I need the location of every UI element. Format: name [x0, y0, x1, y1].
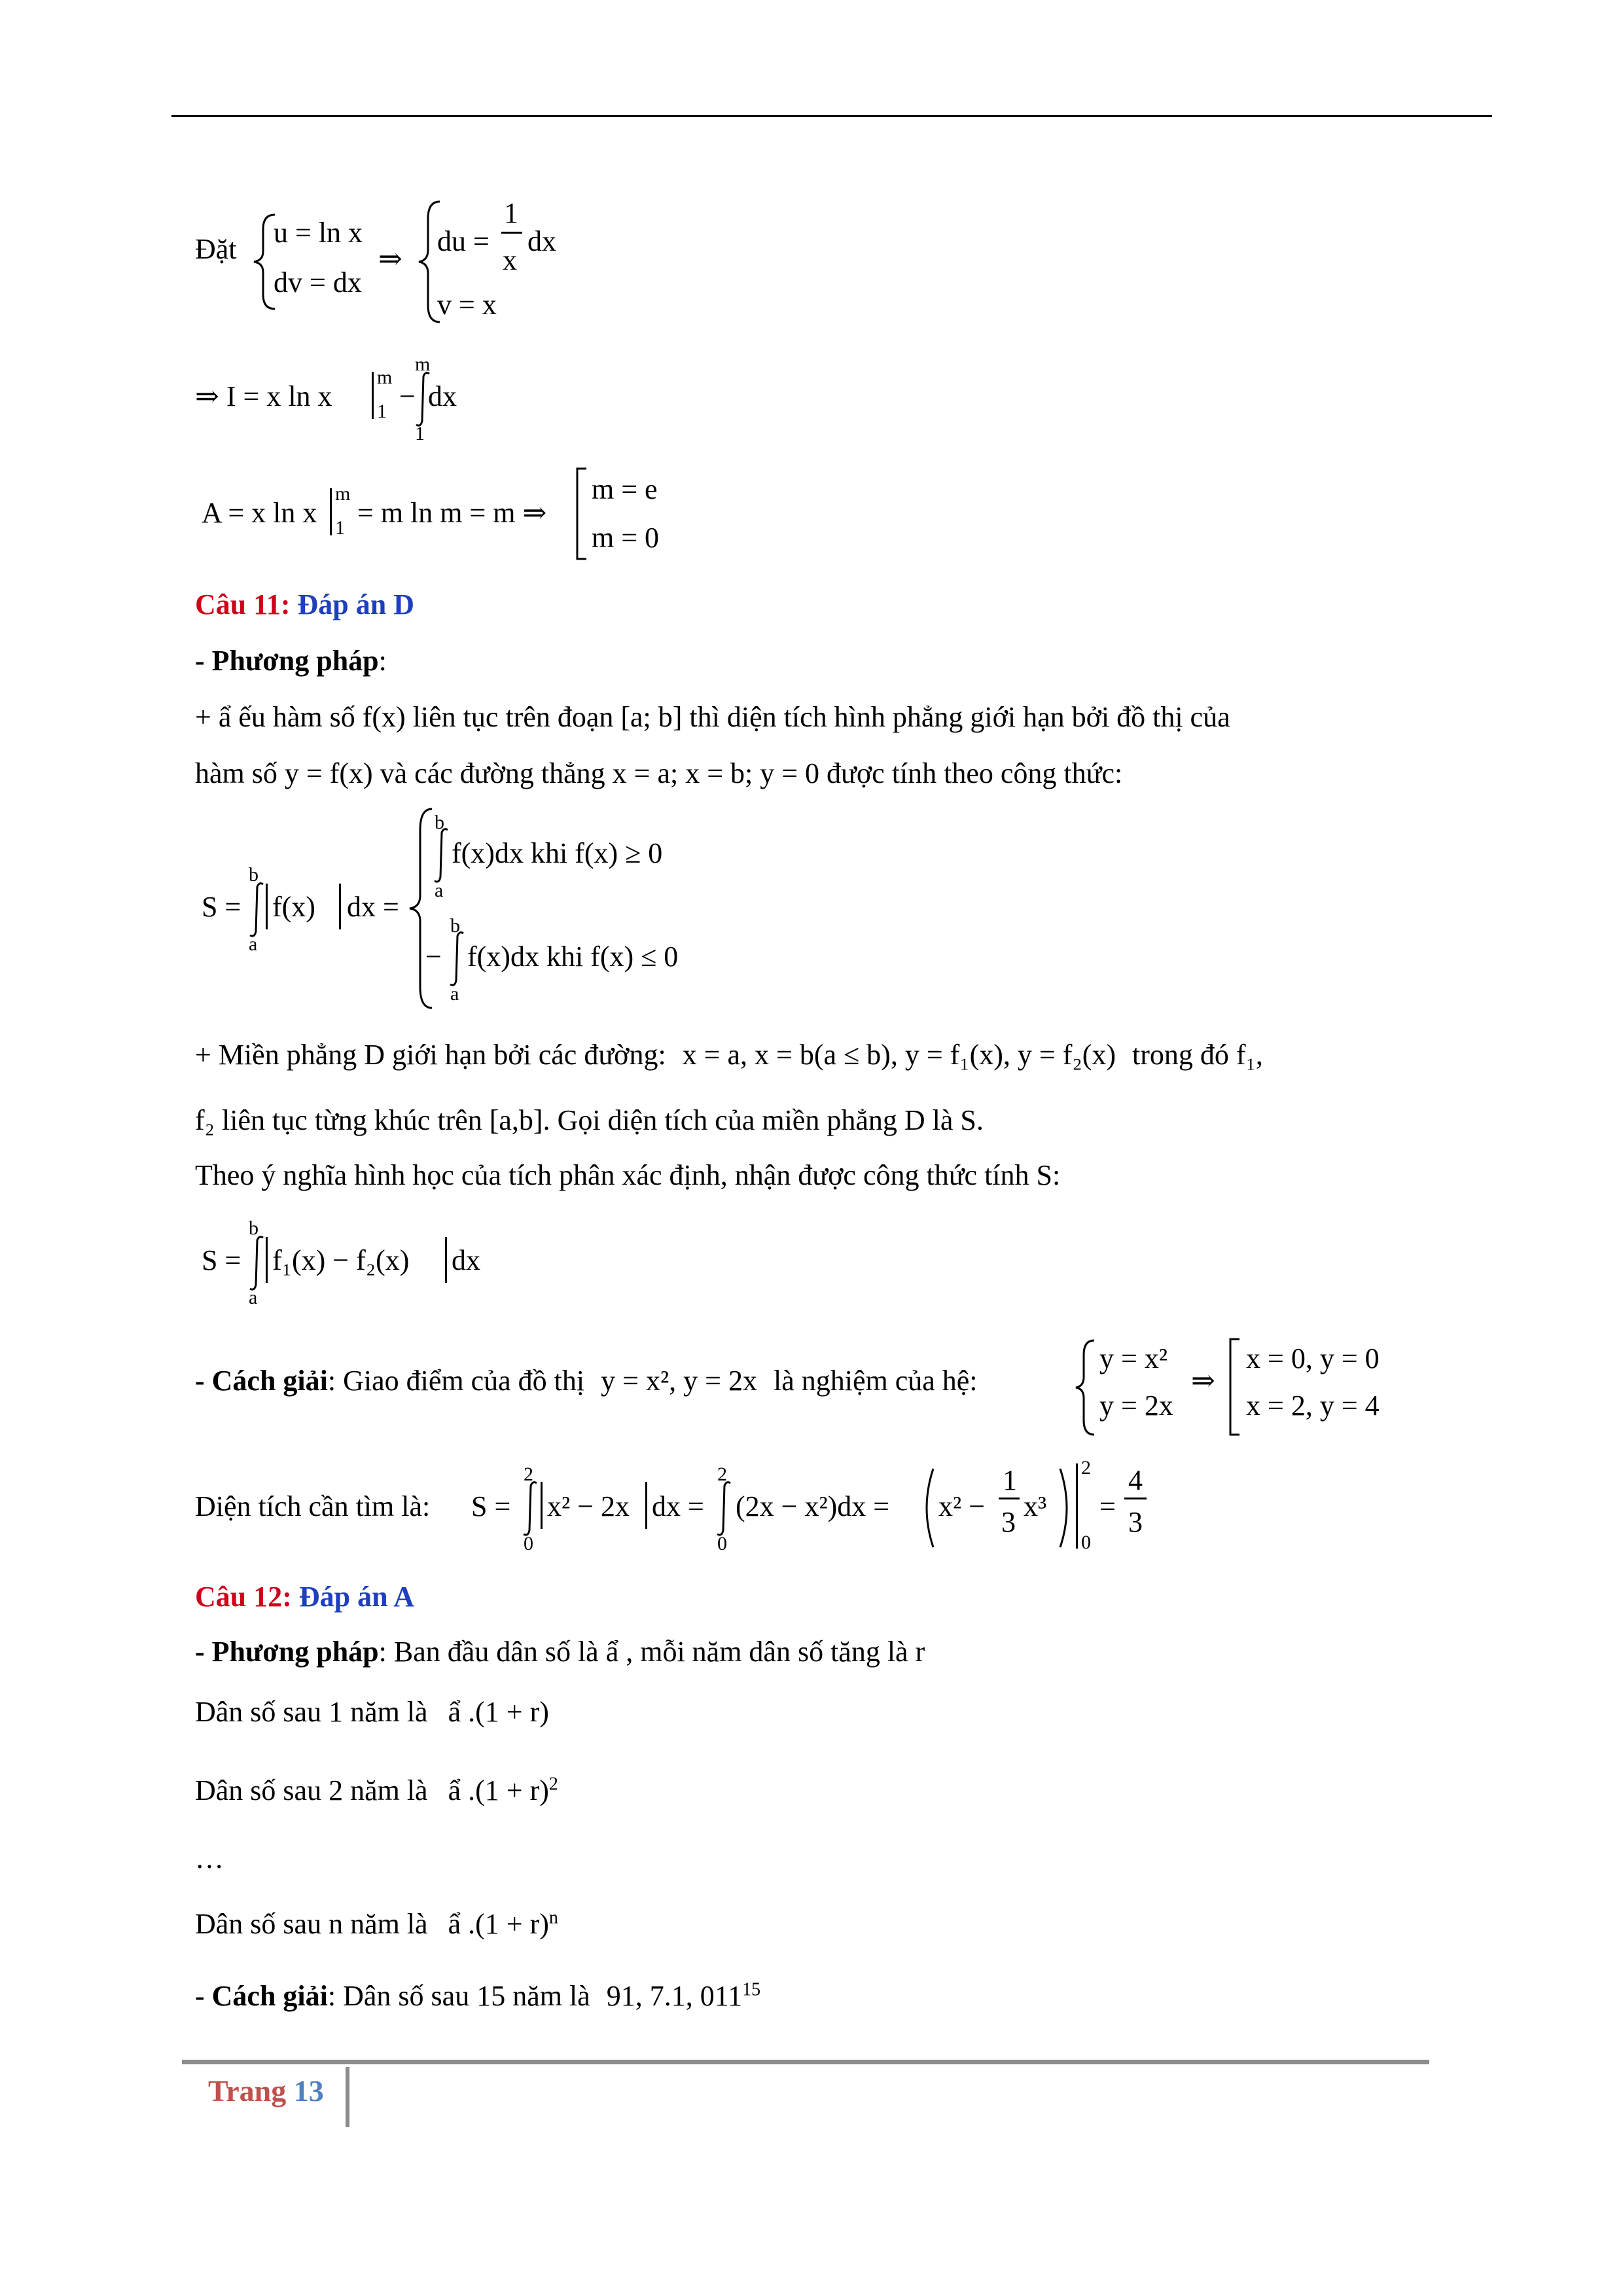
q12-solve-label: - Cách giải [195, 1980, 328, 2012]
area-three2: 3 [1128, 1506, 1143, 1538]
eq-i-int-upper: m [415, 353, 431, 375]
case2-text: f(x)dx khi f(x) ≤ 0 [467, 941, 679, 973]
q11-solve-text: : Giao điểm của đồ thị [327, 1365, 585, 1397]
q11-solve-math: y = x², y = 2x [601, 1365, 757, 1397]
area-eq: = [1099, 1490, 1116, 1522]
area-four: 4 [1128, 1464, 1143, 1496]
eval-bar-2 [330, 488, 332, 535]
q12-ln-math: ẩ .(1 + r) [448, 1908, 549, 1940]
eq-a-lhs: A = x ln x [202, 497, 317, 529]
q11-line2: hàm số y = f(x) và các đường thẳng x = a; x = b; y = 0 được tính theo công thức: [195, 757, 1123, 789]
frac-bar [501, 232, 522, 234]
q12-l2-text: Dân số sau 2 năm là [195, 1774, 428, 1806]
area-x3: x³ [1024, 1490, 1047, 1522]
q11-line4: f₂ liên tục từng khúc trên [a,b]. Gọi diện tích của miền phẳng D là S. [195, 1104, 984, 1136]
eq-a-case1: m = e [592, 473, 658, 505]
q11-s-dx: dx = [347, 891, 399, 923]
abs-bar-l3 [541, 1482, 543, 1529]
area-int1-upper: 2 [524, 1463, 533, 1485]
q12-ln-text: Dân số sau n năm là [195, 1908, 428, 1940]
q11-line3-tail: trong đó f₁, [1132, 1039, 1263, 1071]
area-eval-lower: 0 [1081, 1532, 1091, 1553]
q11-solve-label: - Cách giải [195, 1365, 328, 1397]
big-paren-left [918, 1466, 937, 1551]
q12-ln-exp: n [548, 1907, 558, 1928]
q11-method-label: - Phương pháp [195, 645, 379, 677]
eq-a-lower: 1 [335, 517, 345, 539]
q11-solve-text2: là nghiệm của hệ: [773, 1365, 978, 1397]
q11-s-b: b [249, 864, 259, 886]
q12-l2-math: ẩ .(1 + r) [448, 1774, 549, 1806]
case2-a: a [450, 983, 459, 1005]
q11-line3 [195, 1038, 1263, 1071]
eq-i-lower: 1 [377, 401, 387, 422]
area-i1: x² − 2x [547, 1490, 630, 1522]
integral-sign-2 [247, 880, 267, 939]
footer-divider [346, 2067, 349, 2127]
v-def: v = x [437, 289, 497, 321]
q12-l1-text: Dân số sau 1 năm là [195, 1696, 428, 1728]
q11-s-lhs: S = [202, 891, 241, 923]
eq-a-case2: m = 0 [592, 522, 660, 554]
page-number: 13 [293, 2074, 324, 2108]
implies-1: ⇒ [378, 243, 402, 275]
q12-answer: Đáp án A [298, 1581, 414, 1613]
case1-text: f(x)dx khi f(x) ≥ 0 [452, 837, 663, 869]
abs-bar-l1 [266, 884, 268, 929]
area-eval-upper: 2 [1081, 1457, 1091, 1479]
q11-answer: Đáp án D [297, 588, 414, 620]
q12-method-label: - Phương pháp [195, 1636, 379, 1668]
eq-i-integrand: dx [428, 380, 457, 412]
q11-prefix: Câu 11: [195, 588, 291, 620]
q11-method-line [195, 644, 387, 677]
q12-dots: … [195, 1842, 224, 1874]
frac-x: x [503, 244, 517, 276]
q12-heading [195, 1580, 414, 1613]
integral-sign-6 [521, 1479, 541, 1538]
header-rule [171, 115, 1492, 117]
frac-one: 1 [504, 197, 518, 229]
area-text: Diện tích cần tìm là: [195, 1490, 431, 1522]
sol-2: x = 2, y = 4 [1246, 1390, 1380, 1422]
integral-sign-5 [247, 1234, 267, 1293]
eval-bar-3 [1076, 1463, 1078, 1549]
square-bracket-1 [572, 465, 592, 563]
q12-ln [195, 1907, 558, 1941]
f2-dx: dx [452, 1244, 480, 1276]
eq-i-int-lower: 1 [415, 423, 425, 444]
system-brace [1073, 1335, 1099, 1440]
case2-minus: − [425, 941, 442, 973]
page-footer [208, 2073, 324, 2108]
sys-eq1: y = x² [1099, 1342, 1168, 1374]
q11-heading [195, 588, 414, 621]
dv-def: dv = dx [274, 266, 362, 298]
sys-eq2: y = 2x [1099, 1390, 1173, 1422]
area-s: S = [471, 1490, 511, 1522]
area-int2-lower: 0 [717, 1533, 727, 1554]
u-def: u = ln x [274, 217, 363, 249]
square-bracket-2 [1225, 1335, 1245, 1440]
page-label: Trang [208, 2074, 287, 2108]
eq-a-upper: m [335, 483, 351, 505]
q11-line3-math: x = a, x = b(a ≤ b), y = f₁(x), y = f₂(x) [682, 1039, 1116, 1071]
q11-line3-text: + Miền phẳng D giới hạn bởi các đường: [195, 1039, 666, 1071]
eq-i-lhs: ⇒ I = x ln x [195, 380, 332, 412]
q12-solve-line [195, 1979, 760, 2013]
q11-line5: Theo ý nghĩa hình học của tích phân xác định, nhận được công thức tính S: [195, 1159, 1061, 1191]
abs-bar-r1 [339, 884, 341, 929]
eq-i-upper: m [377, 367, 393, 388]
q11-method-colon: : [378, 645, 387, 677]
case2-b: b [450, 915, 460, 937]
case1-b: b [435, 812, 444, 833]
eq-a-rhs: = m ln m = m ⇒ [357, 497, 547, 529]
q11-s-integrand: f(x) [272, 891, 315, 923]
area-dx: dx = [652, 1490, 704, 1522]
q11-line1: + ẩ ếu hàm số f(x) liên tục trên đoạn [a; b] thì diện tích hình phẳng giới hạn bởi đồ thị của [195, 701, 1230, 733]
f2-body: f₁(x) − f₂(x) [272, 1244, 410, 1276]
q12-l1 [195, 1695, 549, 1729]
q12-l1-math: ẩ .(1 + r) [448, 1696, 549, 1728]
area-one: 1 [1003, 1464, 1017, 1496]
area-frac-bar-2 [1124, 1498, 1147, 1499]
integral-sign-7 [715, 1479, 734, 1538]
integral-sign-3 [432, 826, 452, 885]
case1-a: a [435, 880, 444, 901]
integral-sign-4 [448, 929, 467, 988]
area-three: 3 [1001, 1506, 1016, 1538]
q12-l2-exp: 2 [548, 1774, 558, 1795]
implies-2: ⇒ [1191, 1365, 1215, 1397]
dat-label: Đặt [195, 233, 237, 265]
du-dx: dx [527, 225, 556, 257]
f2-a: a [249, 1287, 258, 1308]
q12-l2 [195, 1774, 558, 1807]
q11-s-a: a [249, 933, 258, 955]
big-paren-right [1056, 1466, 1076, 1551]
f2-b: b [249, 1217, 259, 1239]
abs-bar-r3 [645, 1482, 647, 1529]
area-i2: (2x − x²)dx = [736, 1490, 890, 1522]
q11-solve-line [195, 1364, 978, 1397]
q12-method-line [195, 1635, 925, 1668]
q12-solve-text: : Dân số sau 15 năm là [327, 1980, 590, 2012]
q12-method-text: : Ban đầu dân số là ẩ , mỗi năm dân số tăng là r [378, 1636, 925, 1668]
area-frac-bar [999, 1498, 1020, 1499]
q12-prefix: Câu 12: [195, 1581, 292, 1613]
q12-solve-math: 91, 7.1, 011 [606, 1980, 743, 2012]
du-def: du = [437, 225, 490, 257]
eval-bar-1 [372, 372, 374, 419]
eq-i-minus: − [399, 380, 416, 412]
sol-1: x = 0, y = 0 [1246, 1342, 1380, 1374]
f2-lhs: S = [202, 1244, 241, 1276]
abs-bar-l2 [266, 1237, 268, 1283]
q12-solve-exp: 15 [742, 1979, 761, 2000]
abs-bar-r2 [445, 1237, 447, 1283]
footer-rule [182, 2060, 1429, 2064]
area-int1-lower: 0 [524, 1533, 533, 1554]
area-int2-upper: 2 [717, 1463, 727, 1485]
area-paren: x² − [938, 1490, 986, 1522]
